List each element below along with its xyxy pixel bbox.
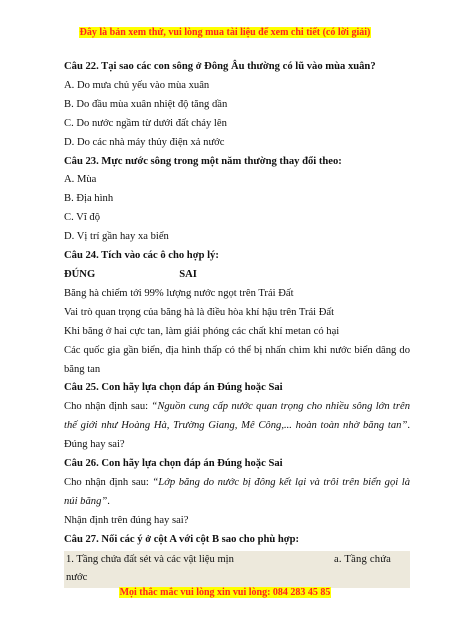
q25-statement bbox=[64, 398, 410, 455]
document-body bbox=[64, 58, 410, 588]
q22-option-c: C. Do nước ngầm từ dưới đất chảy lên bbox=[64, 117, 227, 129]
question-23-title: Câu 23. Mực nước sông trong một năm thường thay đổi theo: bbox=[64, 155, 342, 167]
matching-table-row bbox=[64, 551, 410, 589]
q23-option-c: C. Vĩ độ bbox=[64, 212, 101, 224]
true-false-header bbox=[64, 266, 410, 285]
question-25-title: Câu 25. Con hãy lựa chọn đáp án Đúng hoặc Sai bbox=[64, 382, 283, 394]
false-column-label: SAI bbox=[179, 268, 197, 280]
preview-banner-text: Đây là bản xem thử, vui lòng mua tài liệu để xem chi tiết (có lời giải) bbox=[79, 27, 371, 38]
question-24-title: Câu 24. Tích vào các ô cho hợp lý: bbox=[64, 250, 219, 262]
question-27-title: Câu 27. Nối các ý ở cột A với cột B sao cho phù hợp: bbox=[64, 533, 300, 545]
preview-banner bbox=[0, 27, 450, 38]
q22-option-b: B. Do đầu mùa xuân nhiệt độ tăng dần bbox=[64, 98, 228, 110]
q22-option-a: A. Do mưa chủ yếu vào mùa xuân bbox=[64, 79, 210, 91]
column-a-item-1: 1. Tầng chứa đất sét và các vật liệu mịn bbox=[66, 553, 234, 565]
q24-statement-4: Các quốc gia gần biển, địa hình thấp có thể bị nhấn chìm khi nước biển dâng do băng tan bbox=[64, 344, 410, 375]
question-22-title: Câu 22. Tại sao các con sông ở Đông Âu thường có lũ vào mùa xuân? bbox=[64, 61, 376, 72]
q25-suffix: . Đúng hay sai? bbox=[64, 420, 410, 451]
q23-option-b: B. Địa hình bbox=[64, 193, 114, 205]
column-b-item-a-continued: nước bbox=[66, 572, 88, 584]
q26-prefix: Cho nhận định sau: bbox=[64, 476, 153, 488]
true-column-label: ĐÚNG bbox=[64, 268, 96, 280]
q24-statement-2: Vai trò quan trọng của băng hà là điều hòa khí hậu trên Trái Đất bbox=[64, 306, 335, 318]
q24-statement-3: Khi băng ở hai cực tan, làm giải phóng các chất khí metan có hại bbox=[64, 325, 340, 337]
q24-statement-1: Băng hà chiếm tới 99% lượng nước ngọt trên Trái Đất bbox=[64, 287, 294, 299]
q26-statement bbox=[64, 474, 410, 512]
contact-banner bbox=[0, 587, 450, 598]
contact-banner-text: Mọi thắc mắc vui lòng xin vui lòng: 084 283 45 85 bbox=[119, 587, 331, 598]
question-26-title: Câu 26. Con hãy lựa chọn đáp án Đúng hoặc Sai bbox=[64, 458, 283, 470]
q26-question: Nhận định trên đúng hay sai? bbox=[64, 514, 189, 526]
q25-quote: “Nguồn cung cấp nước quan trọng cho nhiều sông lớn trên thế giới như Hoàng Hà, Trường Giang, Mê Công,... hoàn toàn nhờ băng tan” bbox=[64, 401, 410, 432]
q25-prefix: Cho nhận định sau: bbox=[64, 401, 152, 413]
q23-option-d: D. Vị trí gần hay xa biển bbox=[64, 231, 169, 243]
q23-option-a: A. Mùa bbox=[64, 174, 97, 186]
q26-suffix: . bbox=[107, 495, 110, 507]
column-b-item-a: a. Tầng chứa bbox=[334, 553, 392, 565]
q26-quote: “Lớp băng do nước bị đông kết lại và trôi trên biển gọi là núi băng” bbox=[64, 476, 410, 507]
q22-option-d: D. Do các nhà máy thủy điện xả nước bbox=[64, 136, 225, 148]
